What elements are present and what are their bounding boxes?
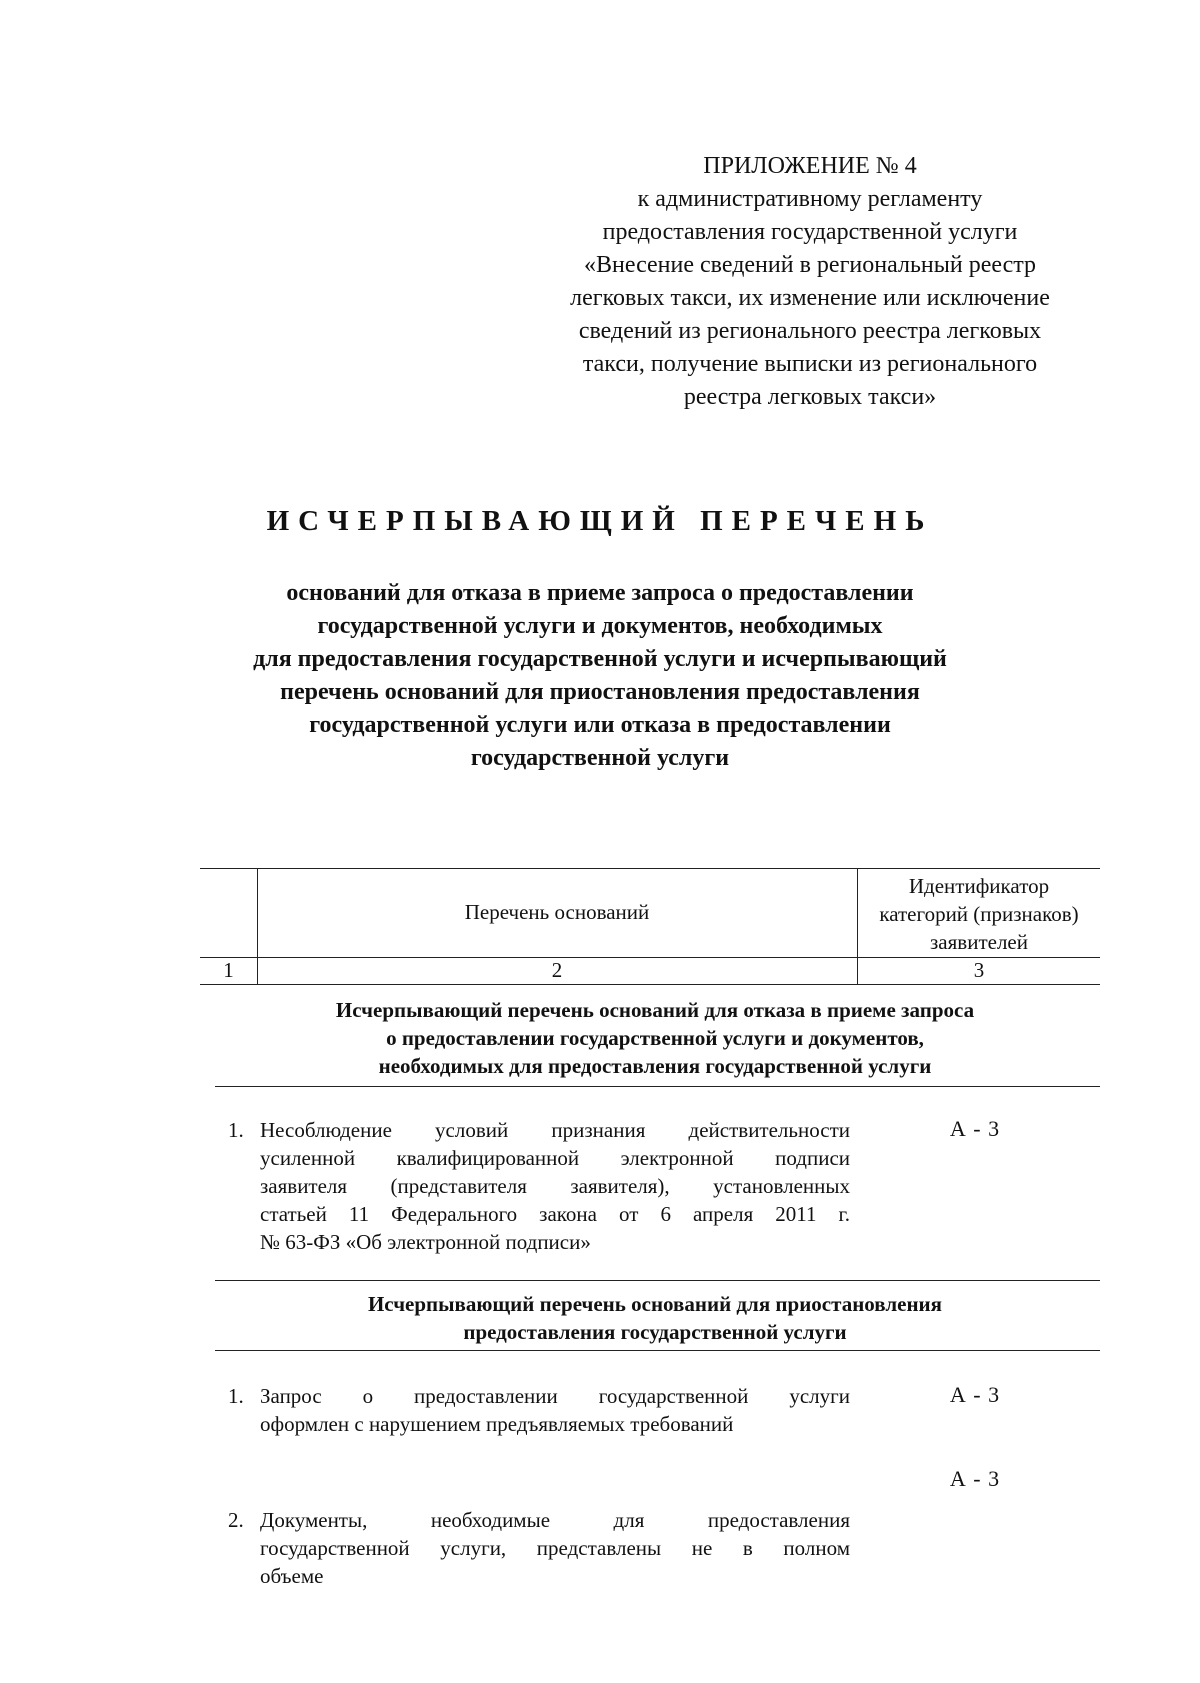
column-number-1: 1 [223,958,234,982]
item-line: Запрос о предоставлении государственной услуги [260,1384,850,1408]
section-heading-suspension [215,1290,1095,1346]
list-item-text [260,1506,850,1590]
list-item-number: 1. [228,1118,244,1142]
section-divider [215,1280,1100,1281]
applicant-category-code: А - 3 [949,1382,1001,1407]
item-line: № 63-ФЗ «Об электронной подписи» [260,1230,591,1254]
appendix-line: к административному регламенту [637,186,983,212]
identifier-header-line: категорий (признаков) [879,902,1079,926]
column-number-2: 2 [551,958,563,982]
list-item-text [260,1382,850,1438]
table-top-border [200,868,1100,869]
document-subtitle [200,577,1000,775]
appendix-line: «Внесение сведений в региональный реестр [583,252,1037,278]
appendix-line: реестра легковых такси» [683,384,937,410]
item-line: Документы, необходимые для предоставления [260,1508,850,1532]
subtitle-line: государственной услуги [470,745,730,771]
item-line: объеме [260,1564,324,1588]
applicant-category-code: А - 3 [949,1116,1001,1141]
subtitle-line: для предоставления государственной услуги и исчерпывающий [253,646,947,672]
item-line: усиленной квалифицированной электронной подписи [260,1146,850,1170]
column-number-3: 3 [973,958,985,982]
list-item-number: 2. [228,1508,244,1532]
subtitle-line: государственной услуги и документов, необходимых [317,613,883,639]
identifier-header-line: Идентификатор [908,874,1050,898]
item-line: государственной услуги, представлены не в полном [260,1536,850,1560]
appendix-line: сведений из регионального реестра легковых [578,318,1042,344]
list-item-text [260,1116,850,1256]
subtitle-line: перечень оснований для приостановления предоставления [280,679,920,705]
document-title: ИСЧЕРПЫВАЮЩИЙ ПЕРЕЧЕНЬ [266,505,934,537]
section-divider [215,1350,1100,1351]
applicant-category-code: А - 3 [949,1466,1001,1491]
appendix-header [520,150,1100,414]
item-line: Несоблюдение условий признания действительности [260,1118,850,1142]
subtitle-line: государственной услуги или отказа в предоставлении [309,712,891,738]
item-line: заявителя (представителя заявителя), установленных [260,1174,850,1198]
appendix-line: ПРИЛОЖЕНИЕ № 4 [703,153,917,179]
column-header-identifier [858,872,1100,956]
appendix-line: предоставления государственной услуги [602,219,1018,245]
item-line: оформлен с нарушением предъявляемых требований [260,1412,734,1436]
section-heading-line: предоставления государственной услуги [463,1320,847,1344]
identifier-header-line: заявителей [930,930,1028,954]
table-numbering-divider [200,984,1100,985]
section-heading-refusal [215,996,1095,1080]
section-heading-line: о предоставлении государственной услуги и документов, [386,1026,924,1050]
appendix-line: легковых такси, их изменение или исключение [570,285,1050,311]
list-item-number: 1. [228,1384,244,1408]
column-header-reasons: Перечень оснований [464,900,650,924]
item-line: статьей 11 Федерального закона от 6 апреля 2011 г. [260,1202,850,1226]
subtitle-line: оснований для отказа в приеме запроса о предоставлении [286,580,914,606]
section-heading-line: Исчерпывающий перечень оснований для отказа в приеме запроса [335,998,975,1022]
section-heading-line: Исчерпывающий перечень оснований для приостановления [367,1292,943,1316]
appendix-line: такси, получение выписки из регионального [582,351,1038,377]
section-divider [215,1086,1100,1087]
section-heading-line: необходимых для предоставления государственной услуги [378,1054,932,1078]
